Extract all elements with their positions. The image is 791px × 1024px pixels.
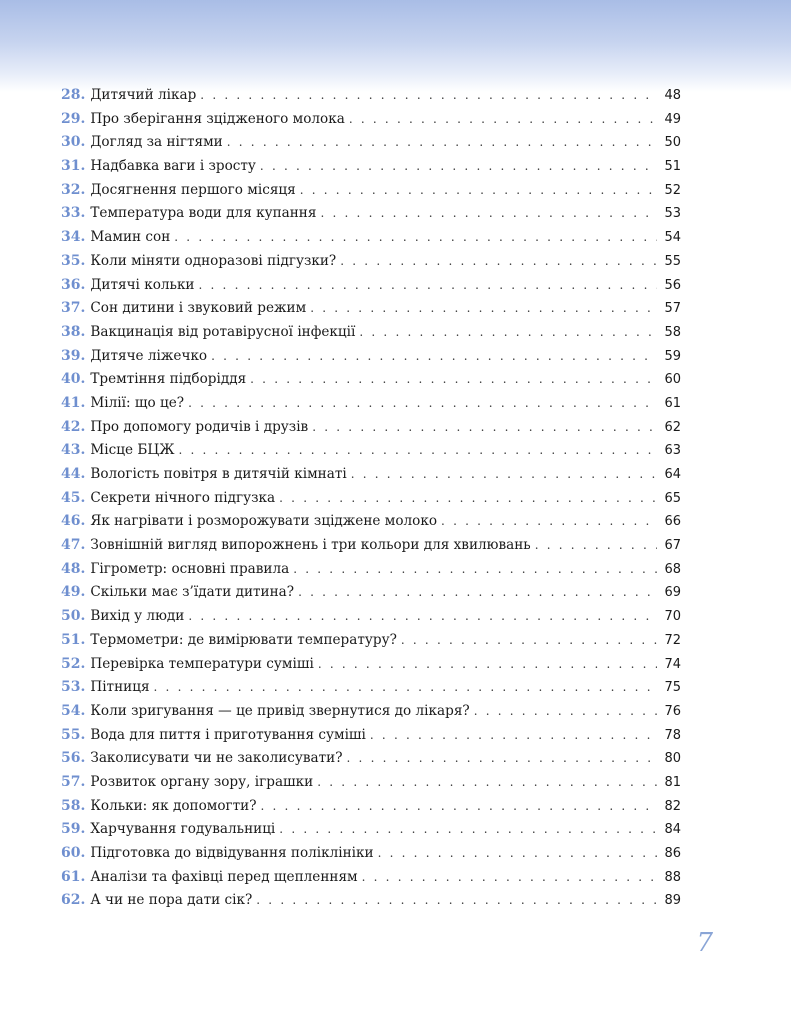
toc-entry-page: 69 [664,585,681,601]
toc-entry-number: 50. [61,608,86,625]
toc-entry-title: Сон дитини і звуковий режим [90,300,307,317]
toc-entry[interactable] [61,842,681,866]
toc-entry-title: Заколисувати чи не заколисувати? [90,750,343,767]
toc-entry-number: 52. [61,655,86,672]
toc-entry[interactable] [61,653,681,677]
toc-entry[interactable] [61,534,681,558]
toc-entry-title: Скільки має з’їдати дитина? [90,584,295,601]
toc-entry[interactable] [61,795,681,819]
toc-entry[interactable] [61,889,681,913]
toc-entry-page: 86 [664,846,681,861]
dot-leader [474,700,657,724]
toc-entry[interactable] [61,605,681,629]
toc-entry-number: 43. [61,442,86,459]
toc-entry-number: 29. [61,110,86,127]
toc-entry[interactable] [61,202,681,226]
dot-leader [320,202,657,226]
dot-leader [535,534,657,558]
dot-leader [312,416,657,440]
toc-entry-title: Вода для пиття і приготування суміші [90,726,366,743]
dot-leader [256,889,657,913]
toc-entry-page: 89 [664,893,681,909]
toc-entry-number: 42. [61,418,86,435]
dot-leader [260,155,657,179]
dot-leader [250,368,657,392]
toc-entry[interactable] [61,724,681,748]
dot-leader [318,653,657,677]
toc-entry-number: 47. [61,537,86,554]
dot-leader [401,629,657,653]
toc-entry[interactable] [61,463,681,487]
toc-entry-title: Дитячий лікар [90,87,197,103]
dot-leader [178,439,657,463]
toc-entry-number: 62. [61,892,86,909]
dot-leader [349,108,657,132]
toc-entry-number: 59. [61,821,86,838]
toc-entry-number: 33. [61,205,86,222]
toc-entry-title: Секрети нічного підгузка [90,489,276,506]
toc-entry-number: 58. [61,797,86,814]
toc-entry-page: 74 [664,656,681,672]
dot-leader [441,510,657,534]
toc-entry[interactable] [61,155,681,179]
table-of-contents [61,84,681,913]
dot-leader [261,795,658,819]
toc-entry-title: Вологість повітря в дитячій кімнаті [90,466,347,482]
toc-entry-title: Термометри: де вимірювати температуру? [90,631,397,648]
toc-entry-page: 70 [664,609,681,625]
toc-entry-number: 48. [61,560,86,577]
toc-entry[interactable] [61,345,681,369]
toc-entry[interactable] [61,392,681,416]
toc-entry-page: 75 [664,680,681,696]
toc-entry-title: Догляд за нігтями [90,134,223,151]
toc-entry-title: Розвиток органу зору, іграшки [90,773,314,790]
dot-leader [310,297,657,321]
toc-entry[interactable] [61,818,681,842]
toc-entry-page: 80 [664,751,681,767]
toc-entry[interactable] [61,108,681,132]
toc-entry-page: 52 [664,182,681,198]
toc-entry-title: А чи не пора дати сік? [90,892,253,909]
toc-entry-number: 31. [61,158,86,175]
toc-entry-title: Як нагрівати і розморожувати зціджене молоко [90,513,438,530]
toc-entry-number: 41. [61,394,86,411]
toc-entry[interactable] [61,558,681,582]
toc-entry-page: 50 [664,135,681,151]
toc-entry-number: 55. [61,726,86,743]
toc-entry-title: Пітниця [90,679,150,696]
toc-entry-number: 54. [61,702,86,719]
toc-entry-number: 61. [61,868,86,885]
toc-entry[interactable] [61,226,681,250]
toc-entry-title: Тремтіння підборіддя [90,371,247,388]
toc-entry-page: 67 [664,538,681,554]
toc-entry[interactable] [61,676,681,700]
toc-entry[interactable] [61,629,681,653]
toc-entry[interactable] [61,131,681,155]
toc-entry-page: 59 [664,348,681,364]
dot-leader [298,581,657,605]
dot-leader [300,179,657,203]
toc-entry-number: 37. [61,300,86,317]
toc-entry-title: Надбавка ваги і зросту [90,158,256,175]
dot-leader [188,605,657,629]
dot-leader [174,226,657,250]
toc-entry-title: Перевірка температури суміші [90,655,314,672]
toc-entry-number: 35. [61,252,86,269]
toc-entry-number: 36. [61,276,86,293]
toc-entry-page: 56 [664,277,681,293]
toc-entry-page: 57 [664,301,681,317]
toc-entry-title: Гігрометр: основні правила [90,560,290,577]
toc-entry-page: 84 [664,822,681,838]
toc-entry-number: 57. [61,773,86,790]
dot-leader [351,463,657,487]
toc-entry-title: Місце БЦЖ [90,442,175,459]
toc-entry-title: Харчування годувальниці [90,821,276,838]
toc-entry-page: 81 [664,774,681,790]
toc-entry-page: 51 [664,159,681,175]
toc-entry-title: Температура води для купання [90,205,317,222]
dot-leader [347,747,657,771]
toc-entry-page: 53 [664,206,681,222]
toc-entry[interactable] [61,416,681,440]
dot-leader [188,392,657,416]
toc-entry[interactable] [61,321,681,345]
toc-entry-number: 60. [61,845,86,861]
dot-leader [154,676,657,700]
dot-leader [211,345,657,369]
toc-entry-page: 60 [664,372,681,388]
toc-entry-page: 65 [664,490,681,506]
dot-leader [378,842,657,866]
toc-entry-page: 68 [664,561,681,577]
toc-entry-title: Дитяче ліжечко [90,347,208,364]
dot-leader [293,558,657,582]
toc-entry[interactable] [61,439,681,463]
toc-entry-title: Про зберігання зцідженого молока [90,110,345,127]
toc-entry[interactable] [61,487,681,511]
toc-entry-page: 63 [664,443,681,459]
toc-entry-title: Про допомогу родичів і друзів [90,418,309,435]
toc-entry-page: 82 [664,798,681,814]
toc-entry-page: 48 [664,88,681,103]
toc-entry[interactable] [61,297,681,321]
toc-entry[interactable] [61,771,681,795]
dot-leader [370,724,657,748]
toc-entry-page: 49 [664,111,681,127]
toc-entry-number: 39. [61,347,86,364]
toc-entry-page: 66 [664,514,681,530]
toc-entry-title: Досягнення першого місяця [90,181,296,198]
toc-entry[interactable] [61,700,681,724]
toc-entry-page: 78 [664,727,681,743]
toc-entry-title: Коли міняти одноразові підгузки? [90,252,337,269]
toc-entry-page: 58 [664,324,681,340]
toc-entry-page: 64 [664,467,681,482]
toc-entry-title: Мілії: що це? [90,394,185,411]
toc-entry-number: 56. [61,750,86,767]
toc-entry-number: 53. [61,679,86,696]
toc-entry-title: Підготовка до відвідування поліклініки [90,845,374,861]
toc-entry[interactable] [61,866,681,890]
dot-leader [199,274,658,298]
header-gradient-band [0,0,791,92]
toc-entry-page: 72 [664,632,681,648]
dot-leader [340,250,657,274]
toc-entry-title: Вихід у люди [90,608,185,625]
toc-entry-title: Коли зригування — це привід звернутися до лікаря? [90,702,470,719]
toc-entry[interactable] [61,274,681,298]
dot-leader [200,84,657,108]
toc-entry-number: 30. [61,134,86,151]
dot-leader [362,866,657,890]
toc-entry-number: 49. [61,584,86,601]
dot-leader [279,818,657,842]
toc-entry-page: 62 [664,419,681,435]
dot-leader [317,771,657,795]
toc-entry-page: 61 [664,395,681,411]
toc-entry[interactable] [61,510,681,534]
toc-entry[interactable] [61,84,681,108]
toc-entry-title: Дитячі кольки [90,276,195,293]
toc-entry[interactable] [61,368,681,392]
toc-entry-number: 34. [61,229,86,246]
toc-entry-number: 28. [61,87,86,103]
toc-entry-number: 40. [61,371,86,388]
toc-entry-page: 54 [664,230,681,246]
toc-entry-title: Мамин сон [90,229,171,246]
toc-entry-title: Зовнішній вигляд випорожнень і три кольори для хвилювань [90,537,531,554]
toc-entry-number: 38. [61,323,86,340]
dot-leader [279,487,657,511]
toc-entry-page: 76 [664,703,681,719]
dot-leader [227,131,657,155]
toc-entry-number: 46. [61,513,86,530]
toc-entry-title: Вакцинація від ротавірусної інфекції [90,323,356,340]
toc-entry-title: Кольки: як допомогти? [90,797,257,814]
toc-entry[interactable] [61,581,681,605]
toc-entry-page: 55 [664,253,681,269]
toc-entry-number: 44. [61,466,86,482]
toc-entry-number: 45. [61,489,86,506]
toc-entry-title: Аналізи та фахівці перед щепленням [90,868,358,885]
dot-leader [359,321,657,345]
toc-entry-number: 51. [61,631,86,648]
toc-entry-number: 32. [61,181,86,198]
page-number: 7 [696,928,713,958]
toc-entry[interactable] [61,179,681,203]
toc-entry[interactable] [61,747,681,771]
toc-entry-page: 88 [664,869,681,885]
toc-entry[interactable] [61,250,681,274]
